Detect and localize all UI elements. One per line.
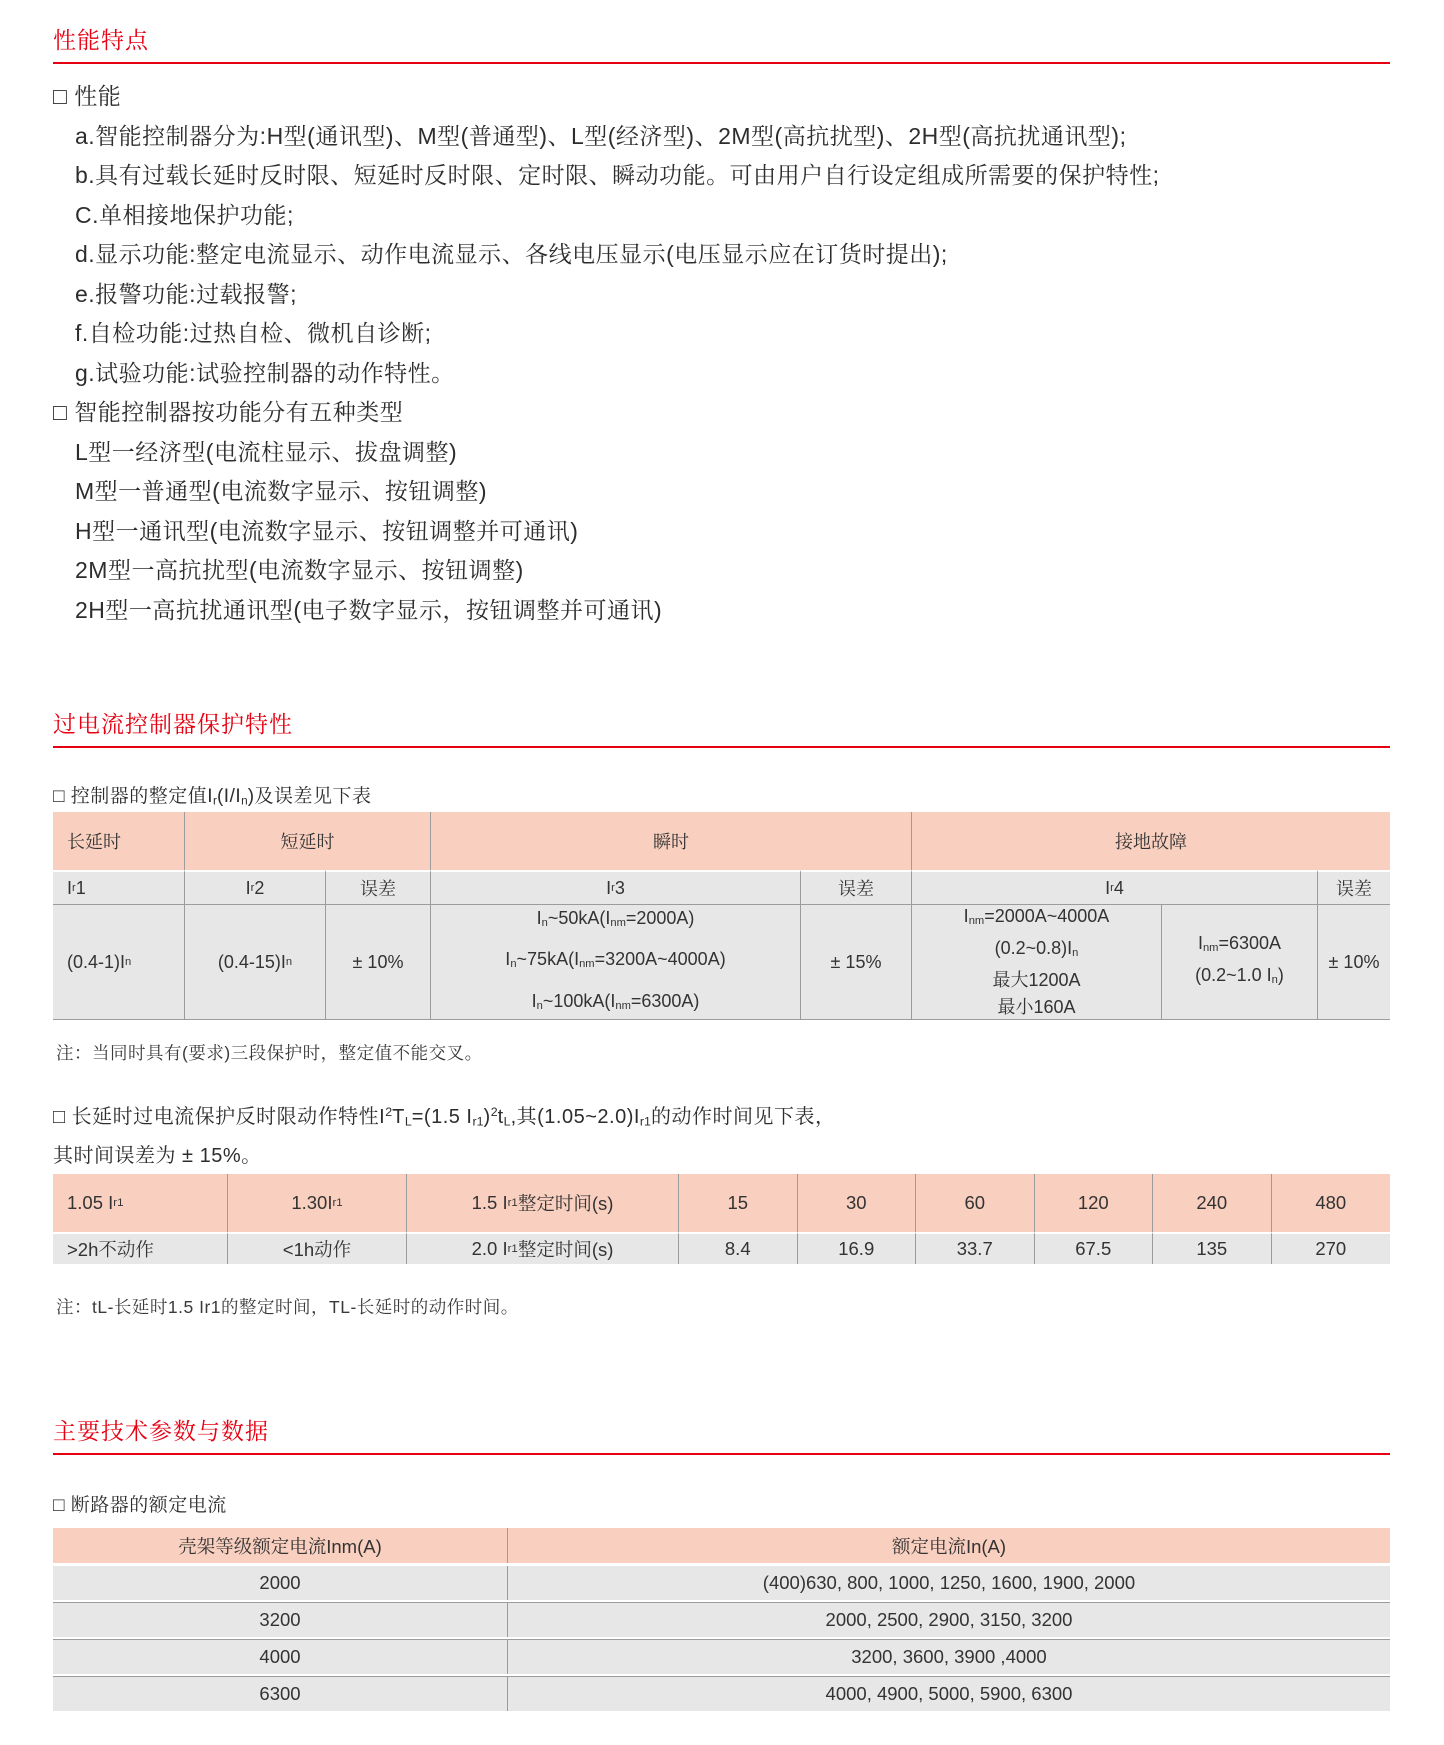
- rated-current-row-4000: [53, 1639, 1390, 1674]
- column-header-ir3: I r 3: [431, 870, 801, 905]
- ir4-left-line-2: $(0.2\sim 0.8)I_n$: [994, 938, 1079, 960]
- rated-2000: (400)630, 800, 1000, 1250, 1600, 1900, 2000: [508, 1566, 1390, 1600]
- group-header-instantaneous: 瞬时: [431, 812, 912, 870]
- time-cell-1.05ir1: 1.05 I r1: [53, 1174, 228, 1232]
- time-cell-1h-trip: <1h动作: [228, 1232, 407, 1264]
- cell-ir4-right: [1162, 905, 1318, 1020]
- rated-current-intro: □ 断路器的额定电流: [53, 1495, 227, 1516]
- column-header-tolerance1: 误差: [326, 870, 431, 905]
- section-title-performance-features: 性能特点: [53, 28, 1390, 64]
- time-value-60: 60: [916, 1174, 1035, 1232]
- frame-4000: 4000: [53, 1640, 508, 1674]
- time-cell-2.0ir1-set: 2.0 I r1 整定时间(s): [407, 1232, 679, 1264]
- rated-current-header-row: [53, 1528, 1390, 1563]
- time-cell-2h-no-trip: >2h不动作: [53, 1232, 228, 1264]
- inverse-time-formula-line: □ 长延时过电流保护反时限动作特性$I^2T_L=(1.5$ $I_{r1})^2t_L$,其$(1.05\sim 2.0)I_{r1}$的动作时间见下表，: [53, 1105, 836, 1129]
- time-value-33.7: 33.7: [916, 1232, 1035, 1264]
- time-value-270: 270: [1272, 1232, 1391, 1264]
- column-header-ir1: I r 1: [53, 870, 185, 905]
- section-title-parameters: 主要技术参数与数据: [53, 1419, 1390, 1455]
- ir4-right-line-2: (0.2~1.0 $I_n$): [1195, 965, 1284, 987]
- types-heading: □ 智能控制器按功能分有五种类型: [53, 399, 404, 425]
- performance-item-b: b.具有过载长延时反时限、短延时反时限、定时限、瞬动功能。可由用户自行设定组成所需要的保护特性;: [75, 162, 1160, 188]
- column-header-tolerance2: 误差: [801, 870, 912, 905]
- performance-item-g: g.试验功能:试验控制器的动作特性。: [75, 359, 455, 386]
- time-value-16.9: 16.9: [798, 1232, 917, 1264]
- column-header-tolerance3: 误差: [1318, 870, 1390, 905]
- type-item-2m: 2M型一高抗扰型(电流数字显示、按钮调整): [75, 557, 524, 583]
- type-item-2h: 2H型一高抗扰通讯型(电子数字显示，按钮调整并可通讯): [75, 596, 663, 623]
- time-value-30: 30: [798, 1174, 917, 1232]
- group-header-short-delay: 短延时: [185, 812, 431, 870]
- group-header-ground-fault: 接地故障: [912, 812, 1390, 870]
- time-cell-1.5ir1-set: 1.5 I r1 整定时间(s): [407, 1174, 679, 1232]
- settings-table-value-row: [53, 905, 1390, 1020]
- frame-2000: 2000: [53, 1566, 508, 1600]
- cell-ir4-left: [912, 905, 1162, 1020]
- performance-item-e: e.报警功能:过载报警;: [75, 280, 297, 307]
- operate-time-header-row: [53, 1174, 1390, 1232]
- settings-table: [53, 812, 1390, 1020]
- cell-ir2-value: (0.4-15)I n: [185, 905, 326, 1020]
- ir3-line-1: $I_n\sim 50kA(I_{nm}=2000A)$: [536, 908, 695, 930]
- operate-time-note: 注：tL-长延时1.5 Ir1的整定时间，TL-长延时的动作时间。: [56, 1297, 519, 1317]
- type-item-m: M型一普通型(电流数字显示、按钮调整): [75, 478, 487, 504]
- rated-current-row-2000: [53, 1566, 1390, 1600]
- rated-current-table: [53, 1528, 1390, 1711]
- time-value-67.5: 67.5: [1035, 1232, 1154, 1264]
- performance-item-c: C.单相接地保护功能;: [75, 201, 294, 228]
- performance-item-a: a.智能控制器分为:H型(通讯型)、M型(普通型)、L型(经济型)、2M型(高抗扰型)、2H型(高抗扰通讯型);: [75, 122, 1127, 149]
- group-header-long-delay: 长延时: [53, 812, 185, 870]
- cell-tolerance2: ± 15%: [801, 905, 912, 1020]
- inverse-time-tolerance-line: 其时间误差为 ± 15%。: [53, 1145, 262, 1167]
- performance-item-d: d.显示功能:整定电流显示、动作电流显示、各线电压显示(电压显示应在订货时提出);: [75, 241, 948, 267]
- time-value-240: 240: [1153, 1174, 1272, 1232]
- rated-6300: 4000, 4900, 5000, 5900, 6300: [508, 1677, 1390, 1711]
- ir3-line-2: $I_n\sim 75kA(I_{nm}=3200A\sim 4000A)$: [505, 949, 726, 971]
- cell-tolerance1: ± 10%: [326, 905, 431, 1020]
- time-value-120: 120: [1035, 1174, 1154, 1232]
- type-item-l: L型一经济型(电流柱显示、拔盘调整): [75, 438, 458, 465]
- settings-table-intro: □ 控制器的整定值$I_r(I/I_n)$及误差见下表: [53, 786, 372, 808]
- ir4-left-line-1: $I_{nm}=2000A\sim 4000A$: [963, 905, 1110, 927]
- settings-table-group-header-row: [53, 812, 1390, 870]
- cell-ir3-values: [431, 905, 801, 1020]
- cell-ir1-value: (0.4-1)I n: [53, 905, 185, 1020]
- section-title-protection: 过电流控制器保护特性: [53, 712, 1390, 748]
- operate-time-value-row: [53, 1232, 1390, 1264]
- rated-3200: 2000, 2500, 2900, 3150, 3200: [508, 1603, 1390, 1637]
- features-list: [53, 77, 1413, 630]
- column-header-ir4: I r 4: [912, 870, 1318, 905]
- rated-current-row-6300: [53, 1676, 1390, 1711]
- column-header-ir2: I r 2: [185, 870, 326, 905]
- type-item-h: H型一通讯型(电流数字显示、按钮调整并可通讯): [75, 517, 579, 544]
- header-rated-current: 额定电流In(A): [508, 1528, 1390, 1563]
- operate-time-table: [53, 1174, 1390, 1264]
- performance-item-f: f.自检功能:过热自检、微机自诊断;: [75, 320, 432, 346]
- ir4-right-line-1: $I_{nm}=6300A$: [1197, 932, 1282, 954]
- performance-heading: □ 性能: [53, 83, 122, 109]
- time-value-15: 15: [679, 1174, 798, 1232]
- rated-4000: 3200, 3600, 3900 ,4000: [508, 1640, 1390, 1674]
- header-frame-rated-current: 壳架等级额定电流Inm(A): [53, 1528, 508, 1563]
- rated-current-row-3200: [53, 1602, 1390, 1637]
- frame-6300: 6300: [53, 1677, 508, 1711]
- time-cell-1.30ir1: 1.30I r1: [228, 1174, 407, 1232]
- time-value-480: 480: [1272, 1174, 1391, 1232]
- cell-tolerance3: ± 10%: [1318, 905, 1390, 1020]
- ir3-line-3: $I_n\sim 100kA(I_{nm}=6300A)$: [531, 990, 700, 1012]
- settings-table-note: 注：当同时具有(要求)三段保护时，整定值不能交叉。: [56, 1043, 483, 1063]
- time-value-135: 135: [1153, 1232, 1272, 1264]
- ir4-left-line-4: 最小160A: [997, 997, 1076, 1018]
- ir4-left-line-3: 最大1200A: [992, 970, 1081, 991]
- frame-3200: 3200: [53, 1603, 508, 1637]
- time-value-8.4: 8.4: [679, 1232, 798, 1264]
